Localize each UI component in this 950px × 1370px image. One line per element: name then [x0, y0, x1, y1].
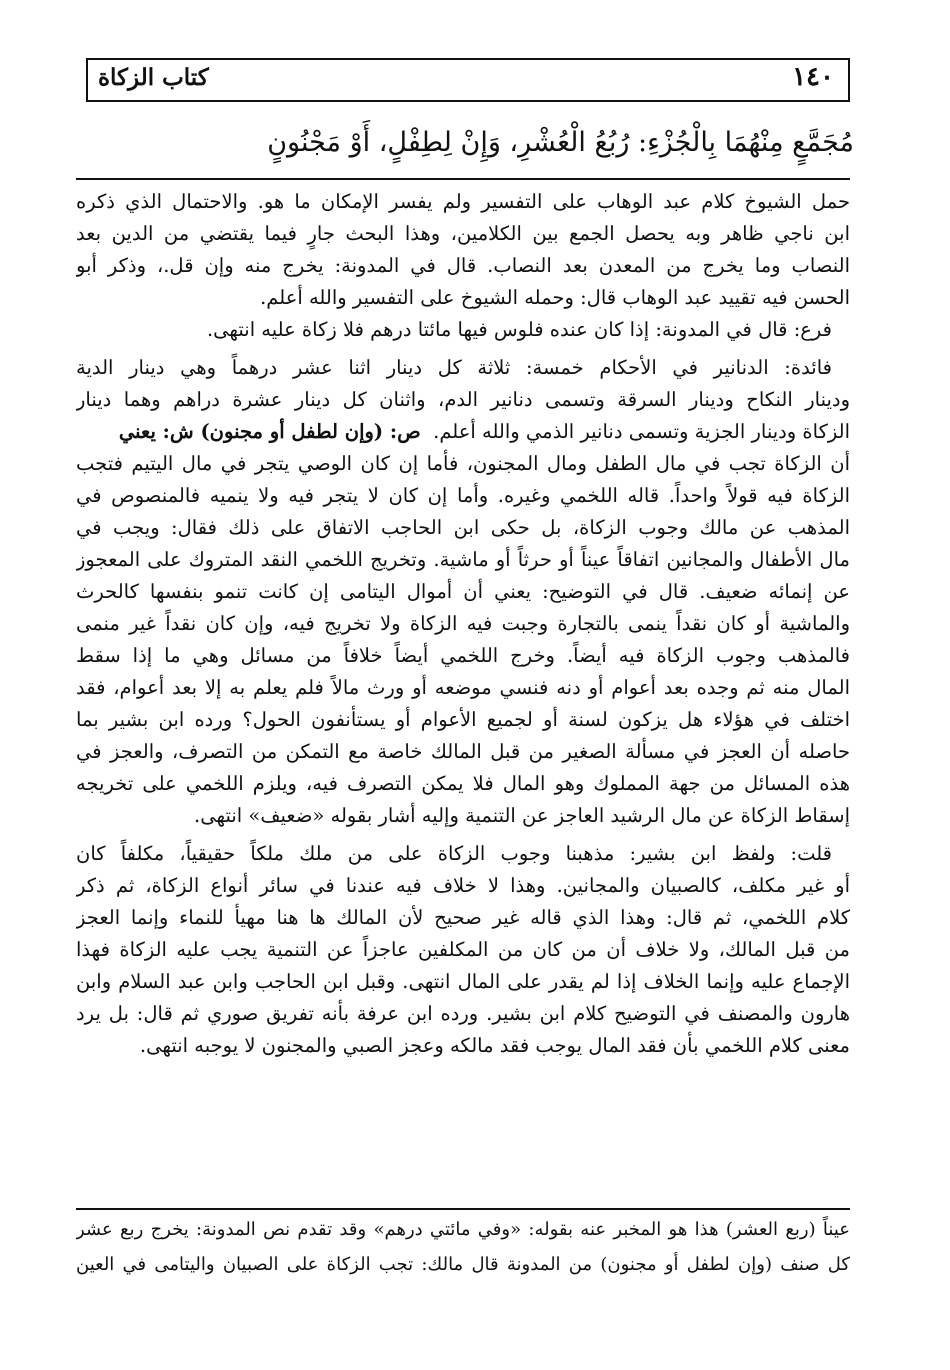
body-line: عن إنمائه ضعيف. قال في التوضيح: يعني أن أموال اليتامى إن كانت تنمو بنفسها كالحرث [76, 580, 850, 603]
body-line: ودينار النكاح ودينار السرقة وتسمى دنانير الدم، واثنان كل دينار عشرة دراهم وهما دينار [76, 388, 850, 411]
footnotes [76, 1212, 850, 1282]
footnote-line: عيناً (ربع العشر) هذا هو المخبر عنه بقوله: «وفي مائتي درهم» وقد تقدم نص المدونة: يخرج ربع عشر [76, 1219, 850, 1240]
body-line: من قبل المالك، ولا خلاف أن من كان من المكلفين عاجزاً عن التنمية يجب عليه الزكاة فهذا [76, 938, 850, 961]
body-line: قلت: ولفظ ابن بشير: مذهبنا وجوب الزكاة على من ملك ملكاً حقيقياً، مكلفاً كان [76, 842, 832, 865]
top-divider [76, 178, 850, 180]
commentary-body [76, 186, 850, 1062]
running-header [86, 58, 850, 102]
body-line: الزكاة فيه قولاً واحداً. قاله اللخمي وغيره. وأما إن كان لا يتجر فيه ولا ينميه فالمنصوص في [76, 484, 850, 507]
matn-text: مُجَمَّعٍ مِنْهُمَا بِالْجُزْءِ: رُبُعُ الْعُشْرِ، وَإِنْ لِطِفْلٍ، أَوْ مَجْنُونٍ [267, 127, 854, 158]
body-line: حاصله أن العجز في مسألة الصغير من قبل المالك خاصة مع التمكن من التصرف، والعجز في [76, 740, 850, 763]
body-line-text: الزكاة ودينار الجزية وتسمى دنانير الذمي والله أعلم. [433, 420, 850, 443]
sad-heading: ص: (وإن لطفل أو مجنون) ش: يعني [118, 420, 421, 443]
body-line: حمل الشيوخ كلام عبد الوهاب على التفسير ولم يفسر الإمكان ما هو. والاحتمال الذي ذكره [76, 190, 850, 213]
body-line: فائدة: الدنانير في الأحكام خمسة: ثلاثة كل دينار اثنا عشر درهماً وهي دينار الدية [76, 356, 832, 379]
footnote-divider [76, 1208, 850, 1210]
page-number: ١٤٠ [792, 62, 834, 92]
body-line: الإجماع عليه وإنما الخلاف إذا لم يقدر على المال انتهى. وقبل ابن الحاجب وابن عبد السلام وابن [76, 970, 850, 993]
book-title: كتاب الزكاة [98, 64, 209, 91]
body-line: اختلف في هؤلاء هل يزكون لسنة أو لجميع الأعوام أو يستأنفون الحول؟ ورده ابن بشير بما [76, 708, 850, 731]
body-line: مال الأطفال والمجانين اتفاقاً عيناً أو حرثاً أو ماشية. وتخريج اللخمي النقد المتروك على المعجوز [76, 548, 850, 571]
body-line: هارون والمصنف في التوضيح كلام ابن بشير. ورده ابن عرفة بأنه تفريق صوري ثم قال: بل يرد [76, 1002, 850, 1025]
footnote-line: كل صنف (وإن لطفل أو مجنون) من المدونة قال مالك: تجب الزكاة على الصبيان واليتامى في العين [76, 1254, 850, 1275]
body-line: فالمذهب وجوب الزكاة فيه أيضاً. وخرج اللخمي أيضاً خلافاً من مسائل وهي ما إذا سقط [76, 644, 850, 667]
body-line: معنى كلام اللخمي بأن فقد المال يوجب فقد مالكه وعجز الصبي والمجنون لا يوجبه انتهى. [139, 1034, 850, 1057]
body-line: النصاب وما يخرج من المعدن بعد النصاب. قال في المدونة: يخرج منه وإن قل.، وذكر أبو [76, 254, 850, 277]
body-line: كلام اللخمي، ثم قال: وهذا الذي قاله غير صحيح لأن المالك ها هنا مهيأ للنماء وإنما العجز [76, 906, 850, 929]
body-line: الحسن فيه تقييد عبد الوهاب قال: وحمله الشيوخ على التفسير والله أعلم. [260, 286, 850, 309]
body-line: المذهب عن مالك وجوب الزكاة، بل حكى ابن الحاجب الاتفاق على ذلك فقال: ويجب في [76, 516, 850, 539]
body-line-with-heading [76, 416, 850, 448]
body-line: هذه المسائل من جهة المملوك وهو المال فلا يمكن التصرف فيه، ويلزم اللخمي على تخريجه [76, 772, 850, 795]
body-line: ابن ناجي ظاهر وبه يحصل الجمع بين الكلامين، وهذا البحث جارٍ فيما يقتضي من الدين بعد [76, 222, 850, 245]
body-line: أن الزكاة تجب في مال الطفل ومال المجنون، فأما إن كان الوصي يتجر في مال اليتيم فتجب [76, 452, 850, 475]
body-line: والماشية أو كان نقداً ينمى بالتجارة وجبت فيه الزكاة ولا تخريج فيه، وإن كان نقداً غير منمى [76, 612, 850, 635]
body-line: فرع: قال في المدونة: إذا كان عنده فلوس فيها مائتا درهم فلا زكاة عليه انتهى. [206, 318, 832, 341]
body-line: المال منه ثم وجده بعد أعوام أو دنه فنسي موضعه أو ورث مالاً فلم يعلم به إلا بعد أعوام، فقد [76, 676, 850, 699]
body-line: أو غير مكلف، كالصبيان والمجانين. وهذا لا خلاف فيه عندنا في سائر أنواع الزكاة، ثم ذكر [76, 874, 850, 897]
body-line: إسقاط الزكاة عن مال الرشيد العاجز عن التنمية وإليه أشار بقوله «ضعيف» انتهى. [194, 804, 850, 827]
